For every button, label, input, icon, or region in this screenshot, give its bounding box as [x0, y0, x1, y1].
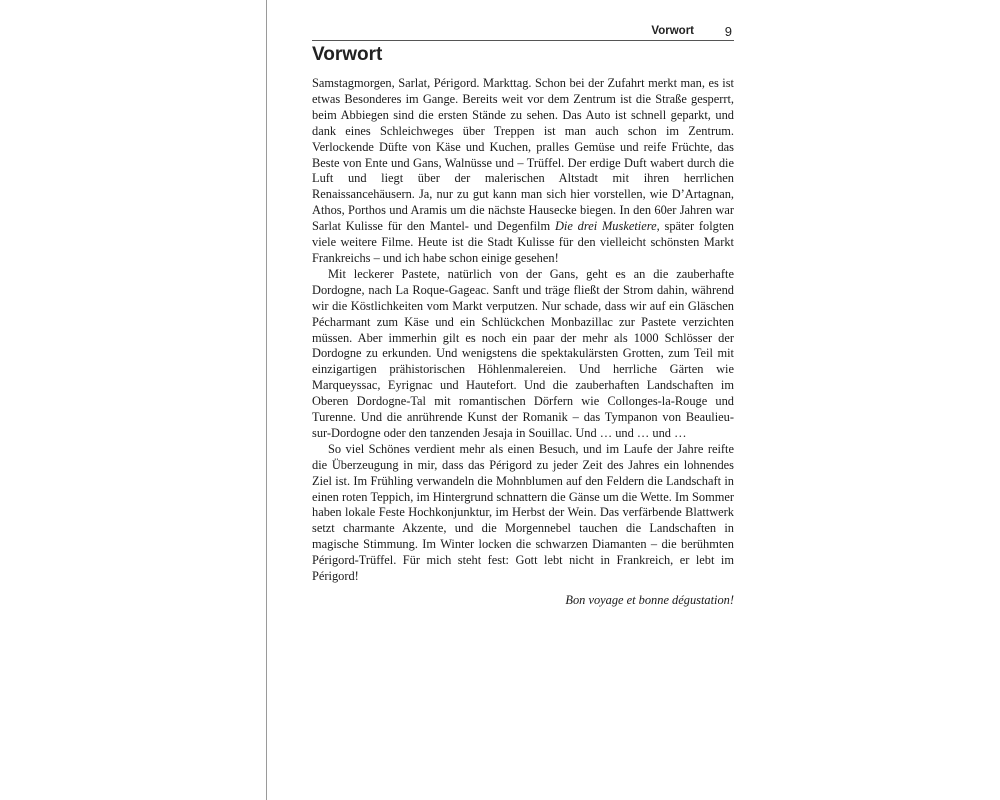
page-number: 9 [724, 24, 732, 39]
running-title: Vorwort [651, 25, 694, 37]
running-head [312, 22, 734, 41]
paragraph-1-text-a: Samstagmorgen, Sarlat, Périgord. Markttag. Schon bei der Zufahrt merkt man, es ist etwas Besonderes im Gange. Bereits weit vor dem Zentrum ist die Straße gesperrt, beim Abbiegen sind die ersten Stände zu sehen. Das Auto ist schnell geparkt, und dank eines Schleichweges über Treppen ist man auch schon im Zentrum. Verlockende Düfte von Käse und Kuchen, pralles Gemüse und reife Früchte, das Beste von Ente und Gans, Walnüsse und – Trüffel. Der erdige Duft wabert durch die Luft und liegt über der malerischen Altstadt mit ihren herrlichen Renaissancehäusern. Ja, nur zu gut kann man sich hier vorstellen, wie D’Artagnan, Athos, Porthos und Aramis um die nächste Hausecke biegen. In den 60er Jahren war Sarlat Kulisse für den Mantel- und Degenfilm [312, 76, 734, 234]
paragraph-1-text-b: , später folgten viele weitere Filme. Heute ist die Stadt Kulisse für den vielleicht schönsten Markt Frankreichs – und ich habe schon einige gesehen! [312, 219, 734, 265]
chapter-title: Vorwort [312, 44, 383, 65]
gutter-line [266, 0, 267, 800]
paragraph-3: So viel Schönes verdient mehr als einen Besuch, und im Laufe der Jahre reifte die Überzeugung in mir, dass das Périgord zu jeder Zeit des Jahres ein lohnendes Ziel ist. Im Frühling verwandeln die Mohnblumen auf den Feldern die Landschaft in einen roten Teppich, im Hintergrund schnattern die Gänse um die Wette. Im Sommer haben lokale Feste Hochkonjunktur, im Herbst der Wein. Das verfärbende Blattwerk setzt charmante Akzente, und die Morgennebel tauchen die Landschaften in magische Stimmung. Im Winter locken die schwarzen Diamanten – die berühmten Périgord-Trüffel. Für mich steht fest: Gott lebt nicht in Frankreich, er lebt im Périgord! [312, 441, 734, 584]
paragraph-1 [312, 76, 734, 267]
paragraph-2: Mit leckerer Pastete, natürlich von der Gans, geht es an die zauberhafte Dordogne, nach La Roque-Gageac. Sanft und träge fließt der Strom dahin, während wir die Köstlichkeiten vom Markt verputzen. Nur schade, dass wir auf ein Gläschen Pécharmant zum Käse und ein Schlückchen Monbazillac zur Pastete verzichten müssen. Aber immerhin gilt es noch ein paar der mehr als 1000 Schlösser der Dordogne zu erkunden. Und wenigstens die spektakulärsten Grotten, zum Teil mit einzigartigen prähistorischen Höhlenmalereien. Und herrliche Gärten wie Marqueyssac, Eyrignac und Hautefort. Und die zauberhaften Landschaften im Oberen Dordogne-Tal mit romantischen Dörfern wie Collonges-la-Rouge und Turenne. Und die anrührende Kunst der Romanik – das Tympanon von Beaulieu-sur-Dordogne oder den tanzenden Jesaja in Souillac. Und … und … und … [312, 266, 734, 440]
body-text [312, 76, 734, 585]
closing-line: Bon voyage et bonne dégustation! [565, 593, 734, 607]
film-title: Die drei Musketiere [554, 219, 657, 234]
